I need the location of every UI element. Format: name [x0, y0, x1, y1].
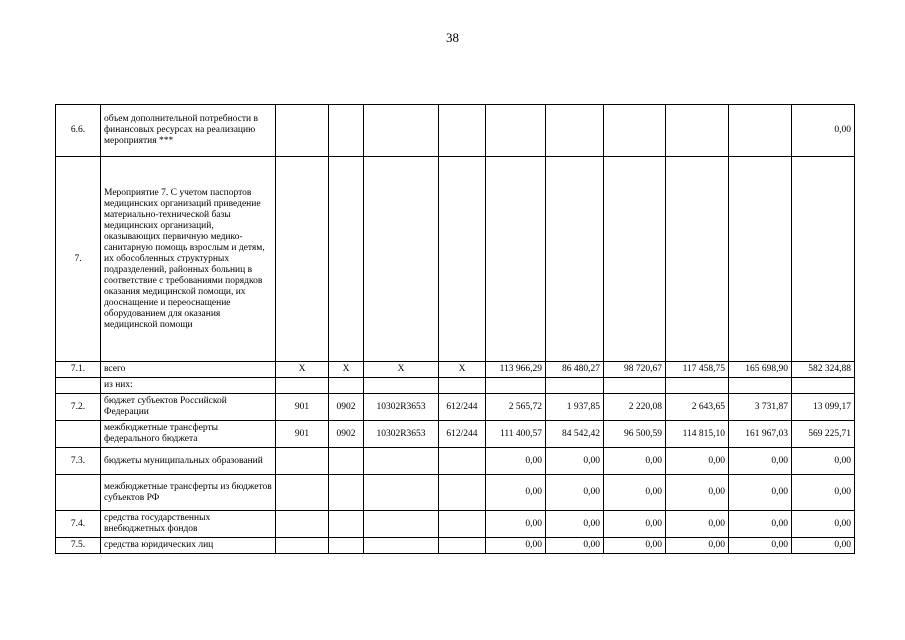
- value-cell: 86 480,27: [546, 362, 604, 378]
- value-cell: [604, 105, 666, 157]
- value-cell: 0,00: [546, 448, 604, 475]
- value-cell: 84 542,42: [546, 421, 604, 448]
- value-cell: [329, 538, 364, 554]
- value-cell: 10302R3653: [364, 394, 439, 421]
- value-cell: 13 099,17: [792, 394, 855, 421]
- table-row: [56, 378, 855, 394]
- value-cell: 901: [276, 394, 329, 421]
- row-description-cell: средства юридических лиц: [101, 538, 276, 554]
- value-cell: 0,00: [604, 511, 666, 538]
- value-cell: 2 565,72: [486, 394, 546, 421]
- value-cell: [276, 157, 329, 362]
- table-row: [56, 475, 855, 511]
- value-cell: [546, 157, 604, 362]
- row-number-cell: 7.3.: [56, 448, 101, 475]
- value-cell: [364, 105, 439, 157]
- value-cell: [604, 378, 666, 394]
- value-cell: [276, 475, 329, 511]
- value-cell: [329, 475, 364, 511]
- value-cell: [604, 157, 666, 362]
- table-row: [56, 511, 855, 538]
- value-cell: 0,00: [546, 475, 604, 511]
- budget-table: [55, 104, 855, 554]
- value-cell: [439, 157, 486, 362]
- row-description-cell: межбюджетные трансферты из бюджетов субъектов РФ: [101, 475, 276, 511]
- value-cell: [439, 378, 486, 394]
- row-number-cell: [56, 421, 101, 448]
- row-number-cell: 7.1.: [56, 362, 101, 378]
- value-cell: [276, 511, 329, 538]
- value-cell: [729, 378, 792, 394]
- value-cell: [666, 105, 729, 157]
- row-description-cell: межбюджетные трансферты федерального бюджета: [101, 421, 276, 448]
- value-cell: 0,00: [604, 448, 666, 475]
- table-row: [56, 362, 855, 378]
- row-description-cell: объем дополнительной потребности в финансовых ресурсах на реализацию мероприятия ***: [101, 105, 276, 157]
- value-cell: 161 967,03: [729, 421, 792, 448]
- row-number-cell: 7.4.: [56, 511, 101, 538]
- value-cell: 10302R3653: [364, 421, 439, 448]
- value-cell: X: [276, 362, 329, 378]
- value-cell: [364, 448, 439, 475]
- value-cell: 111 400,57: [486, 421, 546, 448]
- value-cell: [329, 105, 364, 157]
- value-cell: X: [329, 362, 364, 378]
- value-cell: [792, 157, 855, 362]
- value-cell: 569 225,71: [792, 421, 855, 448]
- value-cell: 0,00: [792, 475, 855, 511]
- row-description-cell: бюджеты муниципальных образований: [101, 448, 276, 475]
- value-cell: 0,00: [546, 511, 604, 538]
- value-cell: [276, 378, 329, 394]
- value-cell: [439, 511, 486, 538]
- value-cell: 0,00: [792, 105, 855, 157]
- value-cell: 0,00: [666, 448, 729, 475]
- value-cell: [364, 538, 439, 554]
- value-cell: 0902: [329, 394, 364, 421]
- table-row: [56, 421, 855, 448]
- value-cell: 96 500,59: [604, 421, 666, 448]
- row-number-cell: [56, 378, 101, 394]
- value-cell: 0,00: [486, 448, 546, 475]
- table-row: [56, 448, 855, 475]
- value-cell: 582 324,88: [792, 362, 855, 378]
- value-cell: 0,00: [729, 538, 792, 554]
- value-cell: 0,00: [666, 511, 729, 538]
- row-description-cell: из них:: [101, 378, 276, 394]
- value-cell: [666, 378, 729, 394]
- value-cell: 0,00: [486, 538, 546, 554]
- value-cell: [364, 511, 439, 538]
- value-cell: [329, 157, 364, 362]
- page-number: 38: [446, 30, 459, 45]
- value-cell: 2 220,08: [604, 394, 666, 421]
- value-cell: [329, 448, 364, 475]
- value-cell: 117 458,75: [666, 362, 729, 378]
- row-number-cell: 7.2.: [56, 394, 101, 421]
- value-cell: [276, 105, 329, 157]
- value-cell: 3 731,87: [729, 394, 792, 421]
- value-cell: 0,00: [729, 448, 792, 475]
- value-cell: [729, 105, 792, 157]
- value-cell: [666, 157, 729, 362]
- value-cell: 612/244: [439, 394, 486, 421]
- row-number-cell: 7.5.: [56, 538, 101, 554]
- row-number-cell: 7.: [56, 157, 101, 362]
- value-cell: 612/244: [439, 421, 486, 448]
- row-number-cell: [56, 475, 101, 511]
- value-cell: 113 966,29: [486, 362, 546, 378]
- value-cell: [276, 538, 329, 554]
- value-cell: [329, 511, 364, 538]
- value-cell: [364, 378, 439, 394]
- value-cell: X: [439, 362, 486, 378]
- value-cell: 0,00: [604, 475, 666, 511]
- value-cell: 0902: [329, 421, 364, 448]
- value-cell: 114 815,10: [666, 421, 729, 448]
- value-cell: [439, 538, 486, 554]
- value-cell: [329, 378, 364, 394]
- value-cell: [792, 378, 855, 394]
- value-cell: 0,00: [666, 475, 729, 511]
- value-cell: 0,00: [792, 511, 855, 538]
- value-cell: 0,00: [666, 538, 729, 554]
- value-cell: [486, 105, 546, 157]
- value-cell: 0,00: [729, 475, 792, 511]
- row-description-cell: бюджет субъектов Российской Федерации: [101, 394, 276, 421]
- value-cell: [729, 157, 792, 362]
- value-cell: 98 720,67: [604, 362, 666, 378]
- value-cell: 901: [276, 421, 329, 448]
- value-cell: [276, 448, 329, 475]
- value-cell: 0,00: [792, 538, 855, 554]
- value-cell: 2 643,65: [666, 394, 729, 421]
- value-cell: [439, 105, 486, 157]
- value-cell: [546, 105, 604, 157]
- value-cell: 0,00: [486, 511, 546, 538]
- value-cell: 0,00: [729, 511, 792, 538]
- table-row: [56, 157, 855, 362]
- value-cell: [546, 378, 604, 394]
- value-cell: 0,00: [792, 448, 855, 475]
- row-description-cell: Мероприятие 7. С учетом паспортов медицинских организаций приведение материально-технической базы медицинских организаций, оказывающих первичную медико-санитарную помощь взрослым и детям, их обособленных структурных подразделений, районных больниц в соответствие с требованиями порядков оказания медицинской помощи, их дооснащение и переоснащение оборудованием для оказания медицинской помощи: [101, 157, 276, 362]
- value-cell: [439, 448, 486, 475]
- value-cell: 165 698,90: [729, 362, 792, 378]
- table-row: [56, 538, 855, 554]
- value-cell: 0,00: [604, 538, 666, 554]
- table-row: [56, 105, 855, 157]
- row-description-cell: средства государственных внебюджетных фондов: [101, 511, 276, 538]
- value-cell: X: [364, 362, 439, 378]
- row-number-cell: 6.6.: [56, 105, 101, 157]
- table-row: [56, 394, 855, 421]
- value-cell: 0,00: [486, 475, 546, 511]
- value-cell: [439, 475, 486, 511]
- row-description-cell: всего: [101, 362, 276, 378]
- value-cell: 1 937,85: [546, 394, 604, 421]
- value-cell: 0,00: [546, 538, 604, 554]
- value-cell: [364, 157, 439, 362]
- value-cell: [364, 475, 439, 511]
- value-cell: [486, 157, 546, 362]
- value-cell: [486, 378, 546, 394]
